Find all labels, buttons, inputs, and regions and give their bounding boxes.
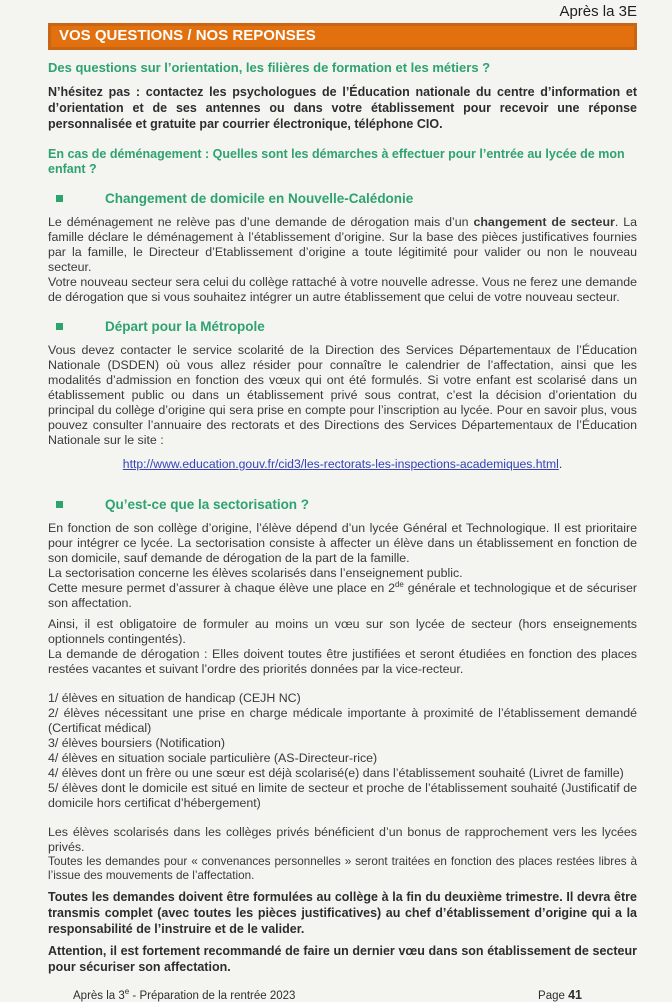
- sectorisation-paragraph-4: Ainsi, il est obligatoire de formuler au moins un vœu sur son lycée de secteur (hors enseignements optionnels contingentés).: [48, 617, 637, 646]
- sectorisation-p3-pre: Cette mesure permet d’assurer à chaque élève une place en 2: [48, 581, 395, 595]
- link-period: .: [558, 457, 563, 471]
- sectorisation-paragraph-5: La demande de dérogation : Elles doivent toutes être justifiées et seront étudiées en fonction des places restées vacantes et suivant l’ordre des priorités données par la vice-recteur.: [48, 647, 637, 676]
- subheading-domicile-label: Changement de domicile en Nouvelle-Calédonie: [105, 191, 414, 206]
- subheading-metropole: [48, 318, 637, 335]
- subheading-metropole-label: Départ pour la Métropole: [105, 319, 265, 334]
- priority-item: 1/ élèves en situation de handicap (CEJH NC): [48, 691, 301, 705]
- domicile-paragraph-1: [48, 215, 637, 275]
- priority-item: 2/ élèves nécessitant une prise en charge médicale importante à proximité de l’établissement demandé (Certificat médical): [48, 706, 637, 735]
- closing-paragraph-2: Toutes les demandes pour « convenances personnelles » seront traitées en fonction des places restées libres à l’issue des mouvements de l’affectation.: [48, 855, 637, 882]
- subheading-domicile: [48, 190, 637, 207]
- footer-page-label: Page: [538, 990, 569, 1002]
- footer-left-rest: - Préparation de la rentrée 2023: [129, 990, 296, 1002]
- banner-title: VOS QUESTIONS / NOS REPONSES: [59, 27, 316, 44]
- priority-list: [48, 691, 637, 811]
- sectorisation-paragraph-1: En fonction de son collège d’origine, l’élève dépend d’un lycée Général et Technologique. Il est prioritaire pour intégrer ce lycée. La sectorisation consiste à affecter un élève dans un établissement en fonction de son domicile, sauf demande de dérogation de la part de la famille.: [48, 521, 637, 565]
- page-footer: [48, 988, 637, 1002]
- questions-banner: [48, 23, 637, 50]
- domicile-paragraph-2: Votre nouveau secteur sera celui du collège rattaché à votre nouvelle adresse. Vous ne ferez une demande de dérogation que si vous souhaitez intégrer un autre établissement que celui de votre nouveau secteur.: [48, 275, 637, 304]
- moving-question-heading: En cas de déménagement : Quelles sont les démarches à effectuer pour l’entrée au lycée de mon enfant ?: [48, 147, 625, 176]
- rectorats-link[interactable]: http://www.education.gouv.fr/cid3/les-rectorats-les-inspections-academiques.html: [122, 457, 559, 471]
- square-bullet-icon: [56, 501, 63, 508]
- intro-paragraph: N’hésitez pas : contactez les psychologues de l’Éducation nationale du centre d’information et d’orientation et de ses antennes ou dans votre établissement pour recevoir une réponse personnalisée et gratuite par courrier électronique, téléphone CIO.: [48, 85, 637, 131]
- footer-page-number: 41: [568, 988, 582, 1002]
- priority-item: 4/ élèves dont un frère ou une sœur est déjà scolarisé(e) dans l’établissement souhaité (Livret de famille): [48, 766, 624, 780]
- subheading-sectorisation: [48, 496, 637, 513]
- subheading-sectorisation-label: Qu’est-ce que la sectorisation ?: [105, 497, 310, 512]
- page-corner-label: Après la 3E: [559, 3, 637, 20]
- closing-paragraph-1: Les élèves scolarisés dans les collèges privés bénéficient d’un bonus de rapprochement vers les lycées privés.: [48, 825, 637, 854]
- square-bullet-icon: [56, 323, 63, 330]
- domicile-p1-pre: Le déménagement ne relève pas d’une demande de dérogation mais d’un: [48, 215, 474, 229]
- priority-item: 5/ élèves dont le domicile est situé en limite de secteur et proche de l’établissement souhaité (Justificatif de domicile hors certificat d’hébergement): [48, 781, 637, 810]
- footer-left-text: Après la 3: [73, 990, 125, 1002]
- sectorisation-p3-post: générale et technologique et de sécuriser son affectation.: [48, 581, 637, 610]
- rectorats-link-line: [48, 457, 637, 472]
- square-bullet-icon: [56, 195, 63, 202]
- sectorisation-p3-superscript: de: [394, 579, 404, 589]
- priority-item: 4/ élèves en situation sociale particulière (AS-Directeur-rice): [48, 751, 378, 765]
- domicile-p1-post: . La famille déclare le déménagement à l’établissement d’origine. Sur la base des pièces justificatives fournies par la famille, le Directeur d’Etablissement d’origine a toute légitimité pour valider ou non le nouveau secteur.: [48, 215, 637, 274]
- sectorisation-paragraph-2: La sectorisation concerne les élèves scolarisés dans l’enseignement public.: [48, 566, 463, 580]
- priority-item: 3/ élèves boursiers (Notification): [48, 736, 225, 750]
- domicile-p1-bold: changement de secteur: [473, 215, 615, 229]
- footer-page: [538, 988, 582, 1002]
- sectorisation-paragraph-3: [48, 581, 637, 611]
- closing-paragraph-3: Toutes les demandes doivent être formulées au collège à la fin du deuxième trimestre. Il devra être transmis complet (avec toutes les pièces justificatives) au chef d’établissement d’origine qui a la responsabilité de l’instruire et de le valider.: [48, 890, 637, 936]
- footer-left-superscript: e: [124, 987, 130, 997]
- metropole-paragraph: Vous devez contacter le service scolarité de la Direction des Services Départementaux de l’Éducation Nationale (DSDEN) où vous allez résider pour connaître le calendrier de l’affectation, ainsi que les modalités d’admission en fonction des vœux qui ont été formulés. Si votre enfant est scolarisé dans un établissement public ou dans un établissement privé sous contrat, c’est la décision d’orientation du principal du collège d’origine qui sera prise en compte pour l’inscription au lycée. Pour en savoir plus, vous pouvez consulter l’annuaire des rectorats et des Directions des Services Départementaux de l’Éducation Nationale sur le site :: [48, 343, 637, 447]
- intro-question-heading: Des questions sur l’orientation, les filières de formation et les métiers ?: [48, 60, 491, 75]
- closing-paragraph-4: Attention, il est fortement recommandé de faire un dernier vœu dans son établissement de secteur pour sécuriser son affectation.: [48, 944, 637, 974]
- footer-left: [73, 987, 296, 1002]
